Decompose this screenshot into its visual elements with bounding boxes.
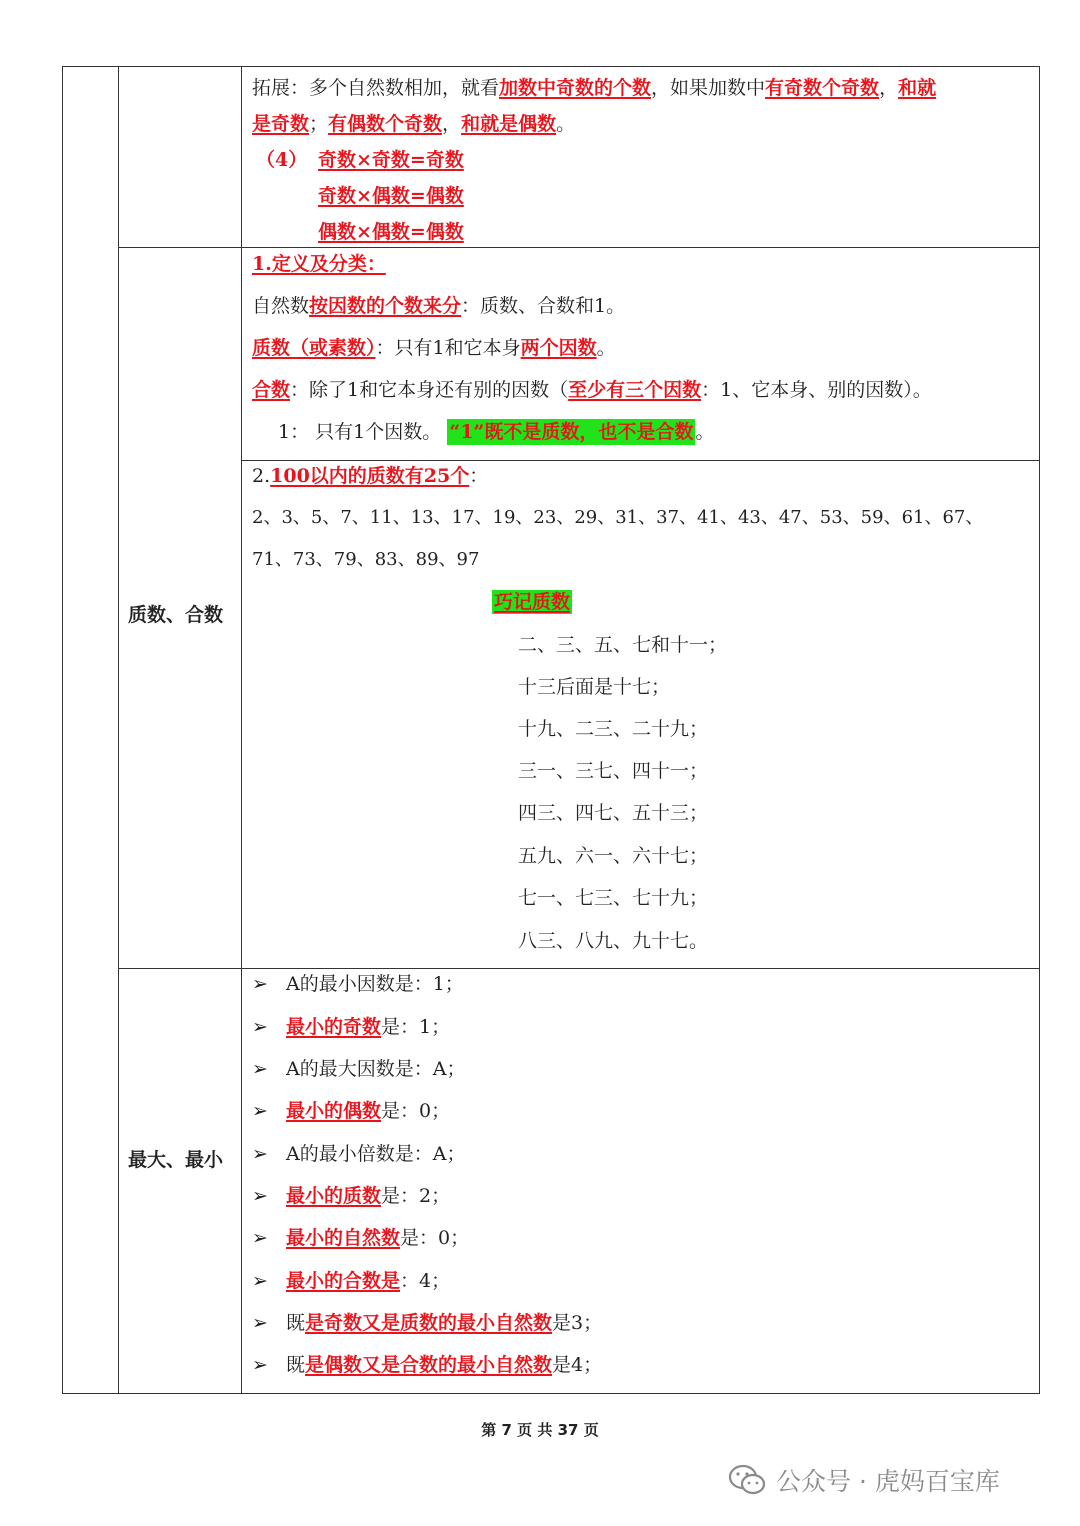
text: ； [309, 113, 329, 135]
text: ，如果加数中 [651, 77, 766, 99]
emphasis: 和就 [898, 77, 937, 99]
arrow-bullet-icon: ➢ [252, 1270, 268, 1292]
text: ， [879, 77, 899, 99]
list-item: ➢ 最小的合数是：4； [252, 1270, 451, 1292]
column-divider-2 [241, 66, 242, 1394]
list-item: ➢ 最小的自然数是：0； [252, 1227, 470, 1249]
definition-one: 1： 只有1个因数。 “1”既不是质数，也不是合数 。 [278, 421, 715, 443]
definition-composite: 合数：除了1和它本身还有别的因数（至少有三个因数：1、它本身、别的因数）。 [252, 379, 932, 401]
emphasis: 和就是偶数 [461, 113, 557, 135]
text: 。 [556, 113, 576, 135]
highlight-note: “1”既不是质数，也不是合数 [449, 421, 694, 443]
rule-odd-even: 奇数×偶数=偶数 [318, 185, 464, 207]
row-divider-1 [118, 247, 1040, 248]
mnemonic-line: 二、三、五、七和十一； [518, 634, 728, 656]
text: ， [442, 113, 462, 135]
list-item: ➢ 既是奇数又是质数的最小自然数是3； [252, 1312, 603, 1334]
watermark-text: 公众号 · 虎妈百宝库 [776, 1467, 1000, 1496]
row-divider-3 [118, 968, 1040, 969]
emphasis: 是奇数 [252, 113, 310, 135]
arrow-bullet-icon: ➢ [252, 1354, 268, 1376]
definition-natural: 自然数按因数的个数来分：质数、合数和1。 [252, 295, 626, 317]
arrow-bullet-icon: ➢ [252, 1016, 268, 1038]
column-divider-1 [118, 66, 119, 1394]
list-item: ➢ 最小的质数是：2； [252, 1185, 451, 1207]
row-label-prime: 质数、合数 [128, 604, 224, 626]
mnemonic-line: 四三、四七、五十三； [518, 802, 709, 824]
list-item: ➢ 既是偶数又是合数的最小自然数是4； [252, 1354, 603, 1376]
rule-odd-odd: 奇数×奇数=奇数 [318, 149, 464, 171]
emphasis: 有奇数个奇数 [765, 77, 880, 99]
arrow-bullet-icon: ➢ [252, 1312, 268, 1334]
row-label-minmax: 最大、最小 [128, 1149, 224, 1171]
mnemonic-line: 八三、八九、九十七。 [518, 930, 709, 952]
primes-list-1: 2、3、5、7、11、13、17、19、23、29、31、37、41、43、47、53、59、61、67、 [252, 507, 984, 528]
primes-heading: 2.100以内的质数有25个： [252, 465, 489, 487]
emphasis: 有偶数个奇数 [328, 113, 443, 135]
item-number: （4） [256, 149, 308, 171]
mnemonic-line: 十三后面是十七； [518, 676, 671, 698]
watermark [728, 1462, 1000, 1498]
arrow-bullet-icon: ➢ [252, 1227, 268, 1249]
mnemonic-line: 三一、三七、四十一； [518, 760, 709, 782]
list-item: ➢ 最小的奇数是：1； [252, 1016, 451, 1038]
arrow-bullet-icon: ➢ [252, 1058, 268, 1080]
mnemonic-line: 十九、二三、二十九； [518, 718, 709, 740]
definition-heading: 1.定义及分类： [252, 253, 386, 275]
extension-line-1 [252, 76, 936, 100]
mnemonic-line: 五九、六一、六十七； [518, 845, 709, 867]
arrow-bullet-icon: ➢ [252, 1185, 268, 1207]
list-item: ➢ A的最小因数是：1； [252, 973, 464, 995]
mnemonic-title: 巧记质数 [494, 591, 571, 613]
primes-list-2: 71、73、79、83、89、97 [252, 549, 480, 570]
list-item: ➢ 最小的偶数是：0； [252, 1100, 451, 1122]
page-number: 第 7 页 共 37 页 [481, 1421, 599, 1439]
arrow-bullet-icon: ➢ [252, 973, 268, 995]
emphasis: 加数中奇数的个数 [499, 77, 652, 99]
arrow-bullet-icon: ➢ [252, 1143, 268, 1165]
mnemonic-line: 七一、七三、七十九； [518, 887, 709, 909]
list-item: ➢ A的最大因数是：A； [252, 1058, 466, 1080]
list-item: ➢ A的最小倍数是：A； [252, 1143, 466, 1165]
wechat-icon [728, 1464, 766, 1496]
definition-prime: 质数（或素数）：只有1和它本身两个因数。 [252, 337, 616, 359]
rule-even-even: 偶数×偶数=偶数 [318, 221, 464, 243]
text: 拓展：多个自然数相加，就看 [252, 77, 500, 99]
arrow-bullet-icon: ➢ [252, 1100, 268, 1122]
extension-line-2 [252, 112, 575, 136]
row-divider-2 [241, 460, 1040, 461]
